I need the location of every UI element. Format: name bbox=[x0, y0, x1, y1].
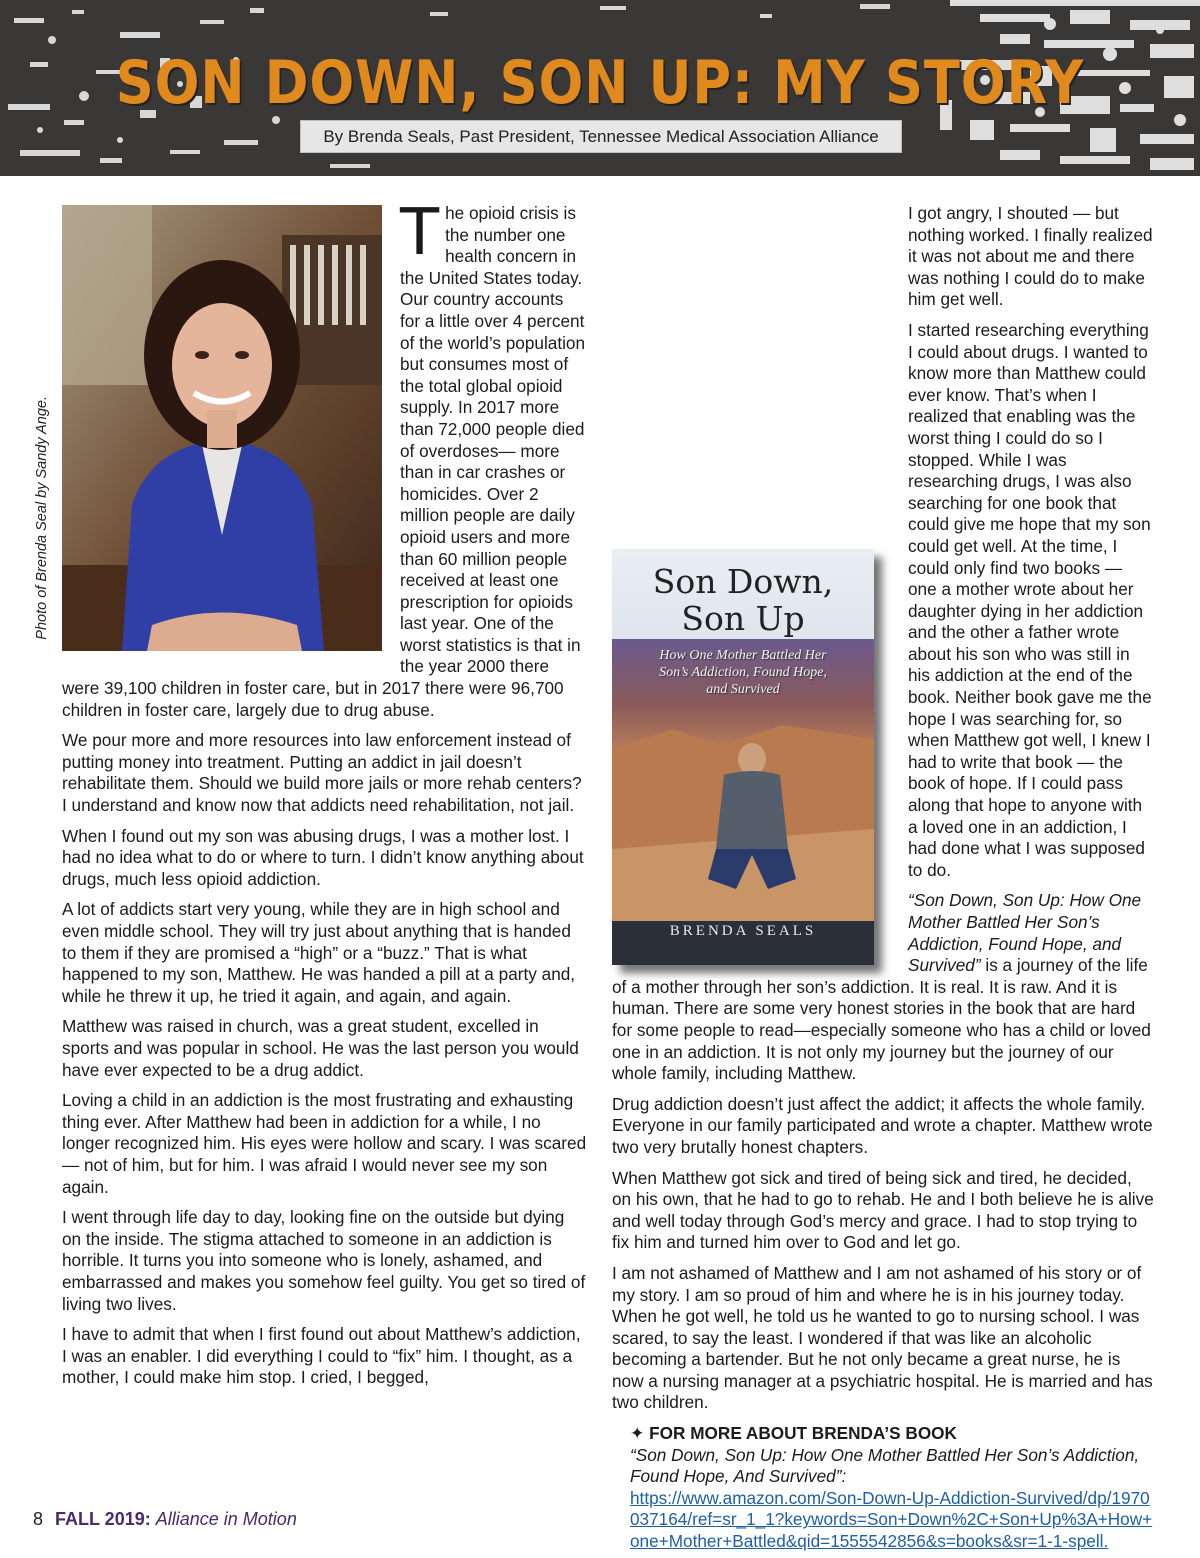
footer-magazine: Alliance in Motion bbox=[155, 1509, 297, 1529]
book-cover-author: BRENDA SEALS bbox=[669, 923, 817, 940]
paragraph: I went through life day to day, looking fine on the outside but dying on the inside. The stigma attached to someone in an addiction is horrible. It turns you into someone who is lonely, ashamed, and embarrassed and makes you somehow feel guilty. You get so tired of living two lives. bbox=[62, 1207, 586, 1314]
page-number: 8 bbox=[33, 1509, 44, 1529]
paragraph: When Matthew got sick and tired of being sick and tired, he decided, on his own, that he had to go to rehab. He and I both believe he is alive and well today through God’s mercy and grace. I had to stop trying to fix him and turned him over to God and let go. bbox=[612, 1167, 1154, 1253]
paragraph: Loving a child in an addiction is the most frustrating and exhausting thing ever. After Matthew had been in addiction for a while, I no longer recognized him. His eyes were hollow and scary. I was scared — not of him, but for him. I was afraid I would never see my son again. bbox=[62, 1090, 587, 1197]
paragraph: Drug addiction doesn’t just affect the addict; it affects the whole family. Everyone in our family participated and wrote a chapter. Matthew wrote two very brutally honest chapters. bbox=[612, 1093, 1153, 1157]
paragraph: When I found out my son was abusing drugs, I was a mother lost. I had no idea what to do or where to turn. I didn’t know anything about drugs, much less opioid addiction. bbox=[62, 825, 584, 889]
book-cover bbox=[612, 549, 874, 965]
paragraph: Matthew was raised in church, was a great student, excelled in sports and was popular in school. He was the last person you would have ever expected to be a drug addict. bbox=[62, 1016, 579, 1080]
footer-season: FALL 2019: bbox=[55, 1509, 151, 1529]
right-column bbox=[612, 203, 1154, 1553]
author-portrait-image bbox=[62, 205, 382, 651]
more-about-heading: ✦ FOR MORE ABOUT BRENDA’S BOOK bbox=[630, 1423, 957, 1444]
book-title-italic: “Son Down, Son Up: How One Mother Battled Her Son’s Addiction, Found Hope, and Survived” bbox=[908, 890, 1142, 976]
article-byline: By Brenda Seals, Past President, Tennessee Medical Association Alliance bbox=[300, 120, 902, 153]
book-description-text: is a journey of the life of a mother through her son’s addiction. It is real. It is raw. And it is human. There are some very honest stories in the book that are hard for some people to read—especially someone who has a child or loved one in an addiction. It is not only my journey but the journey of our whole family, including Matthew. bbox=[612, 955, 1151, 1084]
page-footer bbox=[33, 1509, 297, 1530]
paragraph: I am not ashamed of Matthew and I am not ashamed of his story or of my story. I am so proud of him and where he is in his journey today. When he got well, he told us he wanted to go to nursing school. I was scared, to say the least. I wondered if that was like an alcoholic becoming a bartender. But he not only became a great nurse, he is now a nursing manager at a psychiatric hospital. He is married and has two children. bbox=[612, 1262, 1153, 1413]
drop-cap: T bbox=[400, 196, 440, 270]
book-title-line1: Son Down, bbox=[652, 562, 834, 601]
paragraph: I got angry, I shouted — but nothing worked. I finally realized it was not about me and there was nothing I could do to make him get well. bbox=[908, 203, 1153, 310]
author-photo bbox=[62, 205, 382, 651]
header-banner bbox=[0, 0, 1200, 176]
paragraph: A lot of addicts start very young, while they are in high school and even middle school. They will try just about anything that is handed to them if they are promised a “high” or a “buzz.” That is what happened to my son, Matthew. He was handed a pill at a party and, while he threw it up, he tried it again, and again, and again. bbox=[62, 899, 576, 1006]
amazon-link[interactable]: https://www.amazon.com/Son-Down-Up-Addiction-Survived/dp/1970037164/ref=sr_1_1?keywords=Son+Down%2C+Son+Up%3A+How+one+Mother+Battled&qid=1555542856&s=books&sr=1-1-spell. bbox=[630, 1487, 1153, 1552]
more-about-book-ref: “Son Down, Son Up: How One Mother Battled Her Son’s Addiction, Found Hope, And Survived”: bbox=[630, 1444, 1140, 1487]
more-about-book bbox=[630, 1423, 1154, 1553]
left-column bbox=[62, 196, 588, 1398]
paragraph: We pour more and more resources into law enforcement instead of putting money into treatment. Putting an addict in jail doesn’t rehabilitate them. Should we build more jails or more rehab centers? I understand and know now that addicts need rehabilitation, not jail. bbox=[62, 730, 582, 816]
paragraph: I have to admit that when I first found out about Matthew’s addiction, I was an enabler. I did everything I could to “fix” him. I thought, as a mother, I could make him stop. I cried, I begged, bbox=[62, 1324, 581, 1388]
book-title-line2: Son Up bbox=[681, 599, 805, 638]
book-cover-title bbox=[612, 563, 874, 637]
book-cover-subtitle: How One Mother Battled Her Son’s Addiction, Found Hope, and Survived bbox=[659, 648, 827, 697]
article-title: SON DOWN, SON UP: MY STORY bbox=[115, 48, 1085, 118]
photo-credit bbox=[34, 396, 50, 646]
photo-credit-text: Photo of Brenda Seal by Sandy Ange. bbox=[34, 396, 50, 640]
paragraph-intro: he opioid crisis is the number one health concern in the United States today. Our country accounts for a little over 4 percent of the world’s population but consumes most of the total global opioid supply. In 2017 more than 72,000 people died of overdoses— more than in car crashes or homicides. Over 2 million people are daily opioid users and more than 60 million people received at least one prescription for opioids last year. One of the worst statistics is that in the year 2000 there were 39,100 children in foster care, but in 2017 there were 96,700 children in foster care, largely due to drug abuse. bbox=[62, 203, 586, 720]
paragraph: I started researching everything I could about drugs. I wanted to know more than Matthew could ever know. That’s when I realized that enabling was the worst thing I could do so I stopped. While I was researching drugs, I was also searching for one book that could give me hope that my son could get well. At the time, I could only find two books — one a mother wrote about her daughter dying in her addiction and the other a father wrote about his son who was still in his addiction at the end of the book. Neither book gave me the hope I was searching for, so when Matthew got well, I knew I had to write that book — the book of hope. If I could pass along that hope to anyone with a loved one in an addiction, I had done what I was supposed to do. bbox=[908, 319, 1152, 880]
